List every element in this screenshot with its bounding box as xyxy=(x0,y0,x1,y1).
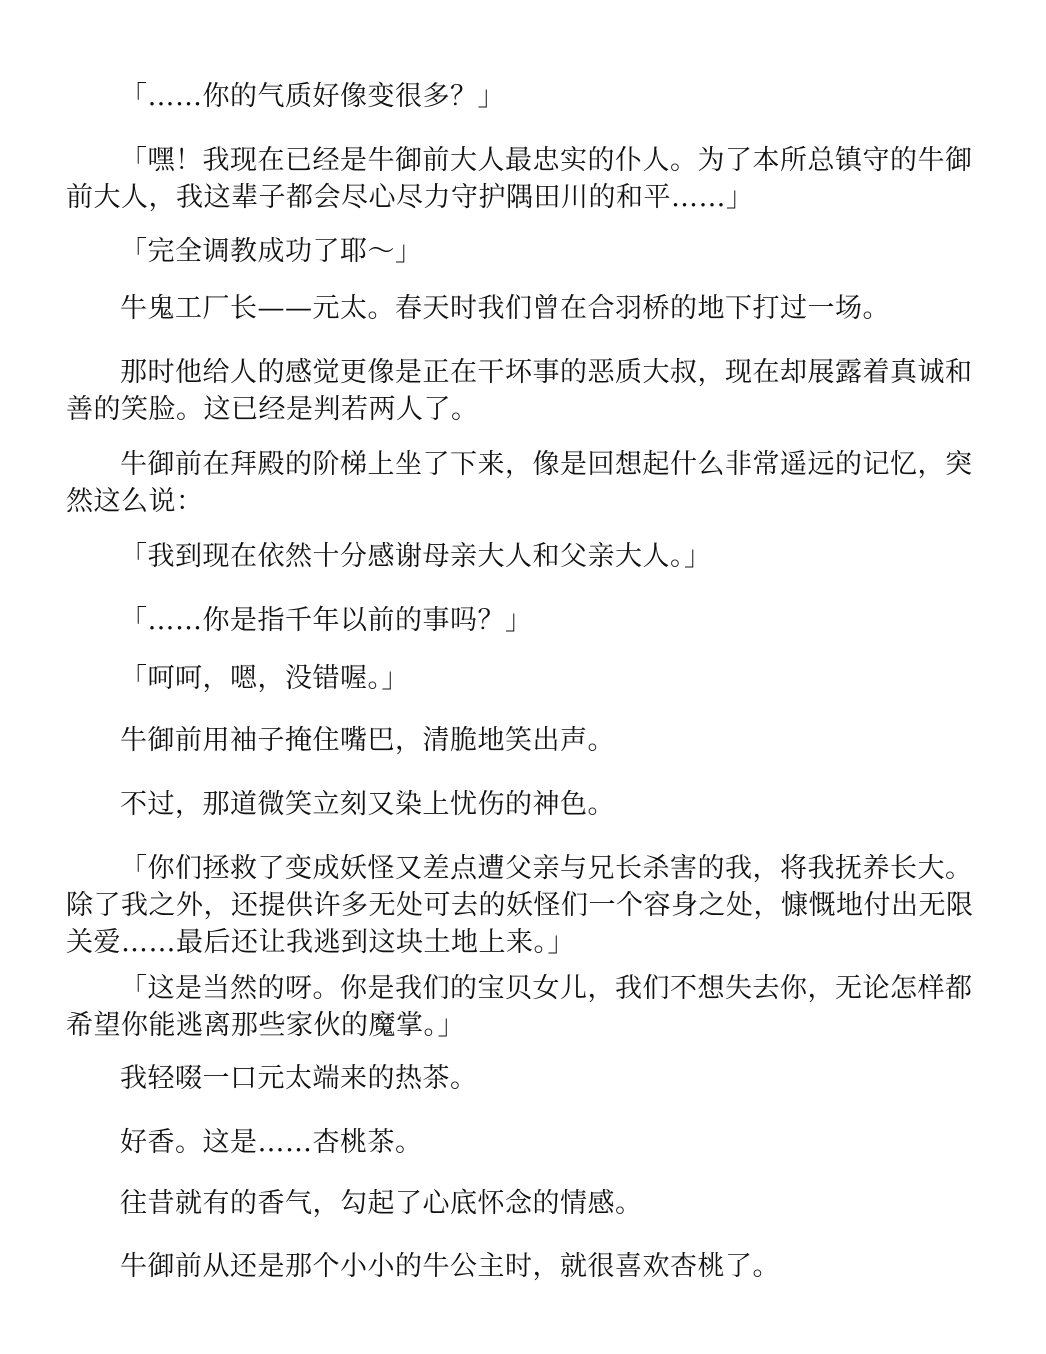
paragraph-12: 「你们拯救了变成妖怪又差点遭父亲与兄长杀害的我，将我抚养长大。除了我之外，还提供许多无处可去的妖怪们一个容身之处，慷慨地付出无限关爱……最后还让我逃到这块土地上来。」 xyxy=(66,853,974,958)
paragraph-17: 牛御前从还是那个小小的牛公主时，就很喜欢杏桃了。 xyxy=(120,1251,780,1282)
paragraph-16: 往昔就有的香气，勾起了心底怀念的情感。 xyxy=(120,1188,643,1219)
paragraph-7: 「我到现在依然十分感谢母亲大人和父亲大人。」 xyxy=(120,541,712,572)
paragraph-1: 「……你的气质好像变很多？」 xyxy=(120,81,505,112)
paragraph-10: 牛御前用袖子掩住嘴巴，清脆地笑出声。 xyxy=(120,725,615,756)
paragraph-6: 牛御前在拜殿的阶梯上坐了下来，像是回想起什么非常遥远的记忆，突然这么说： xyxy=(66,449,973,517)
paragraph-15: 好香。这是……杏桃茶。 xyxy=(120,1127,423,1158)
paragraph-5: 那时他给人的感觉更像是正在干坏事的恶质大叔，现在却展露着真诚和善的笑脸。这已经是判若两人了。 xyxy=(66,357,973,425)
paragraph-11: 不过，那道微笑立刻又染上忧伤的神色。 xyxy=(120,789,615,820)
paragraph-14: 我轻啜一口元太端来的热茶。 xyxy=(120,1063,478,1094)
paragraph-13: 「这是当然的呀。你是我们的宝贝女儿，我们不想失去你，无论怎样都希望你能逃离那些家伙的魔掌。」 xyxy=(66,973,973,1041)
paragraph-3: 「完全调教成功了耶～」 xyxy=(120,236,423,267)
paragraph-8: 「……你是指千年以前的事吗？」 xyxy=(120,605,533,636)
paragraph-9: 「呵呵，嗯，没错喔。」 xyxy=(120,663,409,694)
paragraph-4: 牛鬼工厂长——元太。春天时我们曾在合羽桥的地下打过一场。 xyxy=(120,293,890,324)
paragraph-2: 「嘿！我现在已经是牛御前大人最忠实的仆人。为了本所总镇守的牛御前大人，我这辈子都会尽心尽力守护隅田川的和平……」 xyxy=(66,145,973,213)
